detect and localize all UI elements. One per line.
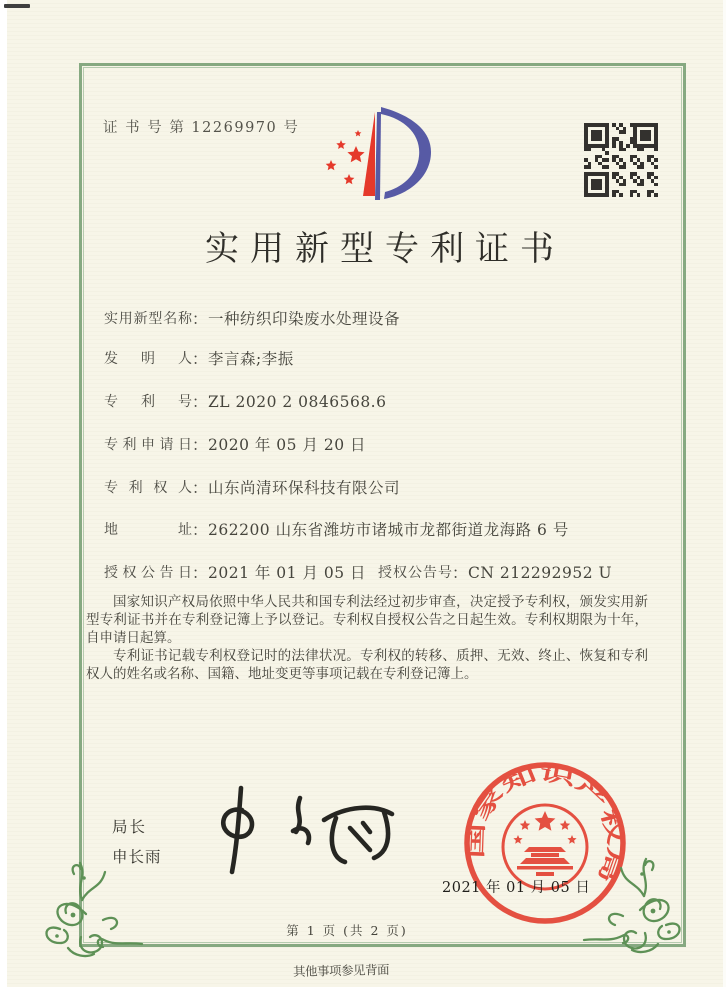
scan-edge-bottom	[0, 987, 726, 1000]
field-label: 专利权人	[104, 480, 192, 496]
field-value: 一种纺织印染废水处理设备	[208, 310, 401, 328]
field-label: 授权公告日	[104, 565, 192, 581]
footer-note: 其他事项参见背面	[292, 961, 390, 980]
field-label: 专利申请日	[104, 437, 192, 453]
field-row-address	[104, 520, 704, 541]
grant-number-pair	[378, 563, 612, 584]
field-row-patentee	[104, 478, 704, 499]
field-colon: ：	[192, 393, 208, 411]
commissioner-signature-icon	[208, 780, 398, 880]
field-value: ZL 2020 2 0846568.6	[208, 393, 387, 411]
field-colon: ：	[452, 564, 468, 582]
floral-corner-ornament-right	[582, 854, 702, 959]
legal-text	[86, 594, 648, 685]
scan-artifact	[4, 4, 30, 8]
certificate-number: 证 书 号 第 12269970 号	[103, 120, 300, 136]
floral-corner-ornament-left	[24, 858, 144, 963]
field-colon: ：	[192, 310, 208, 328]
field-label: 实用新型名称	[104, 311, 192, 327]
certificate-title: 实用新型专利证书	[205, 229, 565, 269]
field-colon: ：	[192, 436, 208, 454]
field-row-inventor	[104, 349, 704, 370]
field-label: 地址	[104, 522, 192, 538]
page-number: 第 1 页 (共 2 页)	[286, 923, 408, 938]
seal-ring-text: 国家知识产权局	[465, 762, 626, 871]
grant-number-value: CN 212292952 U	[468, 564, 613, 582]
field-colon: ：	[192, 521, 208, 539]
field-value: 山东尚清环保科技有限公司	[208, 479, 401, 497]
qr-code	[584, 123, 658, 197]
field-row-grant	[104, 563, 704, 584]
field-colon: ：	[192, 479, 208, 497]
legal-paragraph-1: 国家知识产权局依照中华人民共和国专利法经过初步审查，决定授予专利权，颁发实用新型专利证书并在专利登记簿上予以登记。专利权自授权公告之日起生效。专利权期限为十年，自申请日起算。	[86, 594, 648, 646]
field-colon: ：	[192, 350, 208, 368]
field-label: 发明人	[104, 351, 192, 367]
signer-name: 申长雨	[112, 848, 162, 866]
field-row-filing-date	[104, 435, 704, 456]
seal-date: 2021 年 01 月 05 日	[442, 880, 591, 896]
field-value: 2020 年 05 月 20 日	[208, 436, 367, 454]
field-label: 授权公告号	[378, 565, 452, 581]
scan-edge-left	[0, 0, 7, 1000]
field-row-patent-number	[104, 392, 704, 413]
legal-paragraph-2: 专利证书记载专利权登记时的法律状况。专利权的转移、质押、无效、终止、恢复和专利权人的姓名或名称、国籍、地址变更等事项记载在专利登记簿上。	[86, 648, 648, 683]
field-label: 专利号	[104, 394, 192, 410]
field-colon: ：	[192, 564, 208, 582]
cnipa-logo-icon	[297, 100, 445, 208]
grant-date-value: 2021 年 01 月 05 日	[208, 564, 367, 582]
field-row-utility-model-name	[104, 309, 704, 330]
field-value: 李言森;李振	[208, 350, 294, 368]
signer-title: 局长	[112, 818, 148, 836]
field-value: 262200 山东省潍坊市诸城市龙都街道龙海路 6 号	[208, 521, 569, 539]
